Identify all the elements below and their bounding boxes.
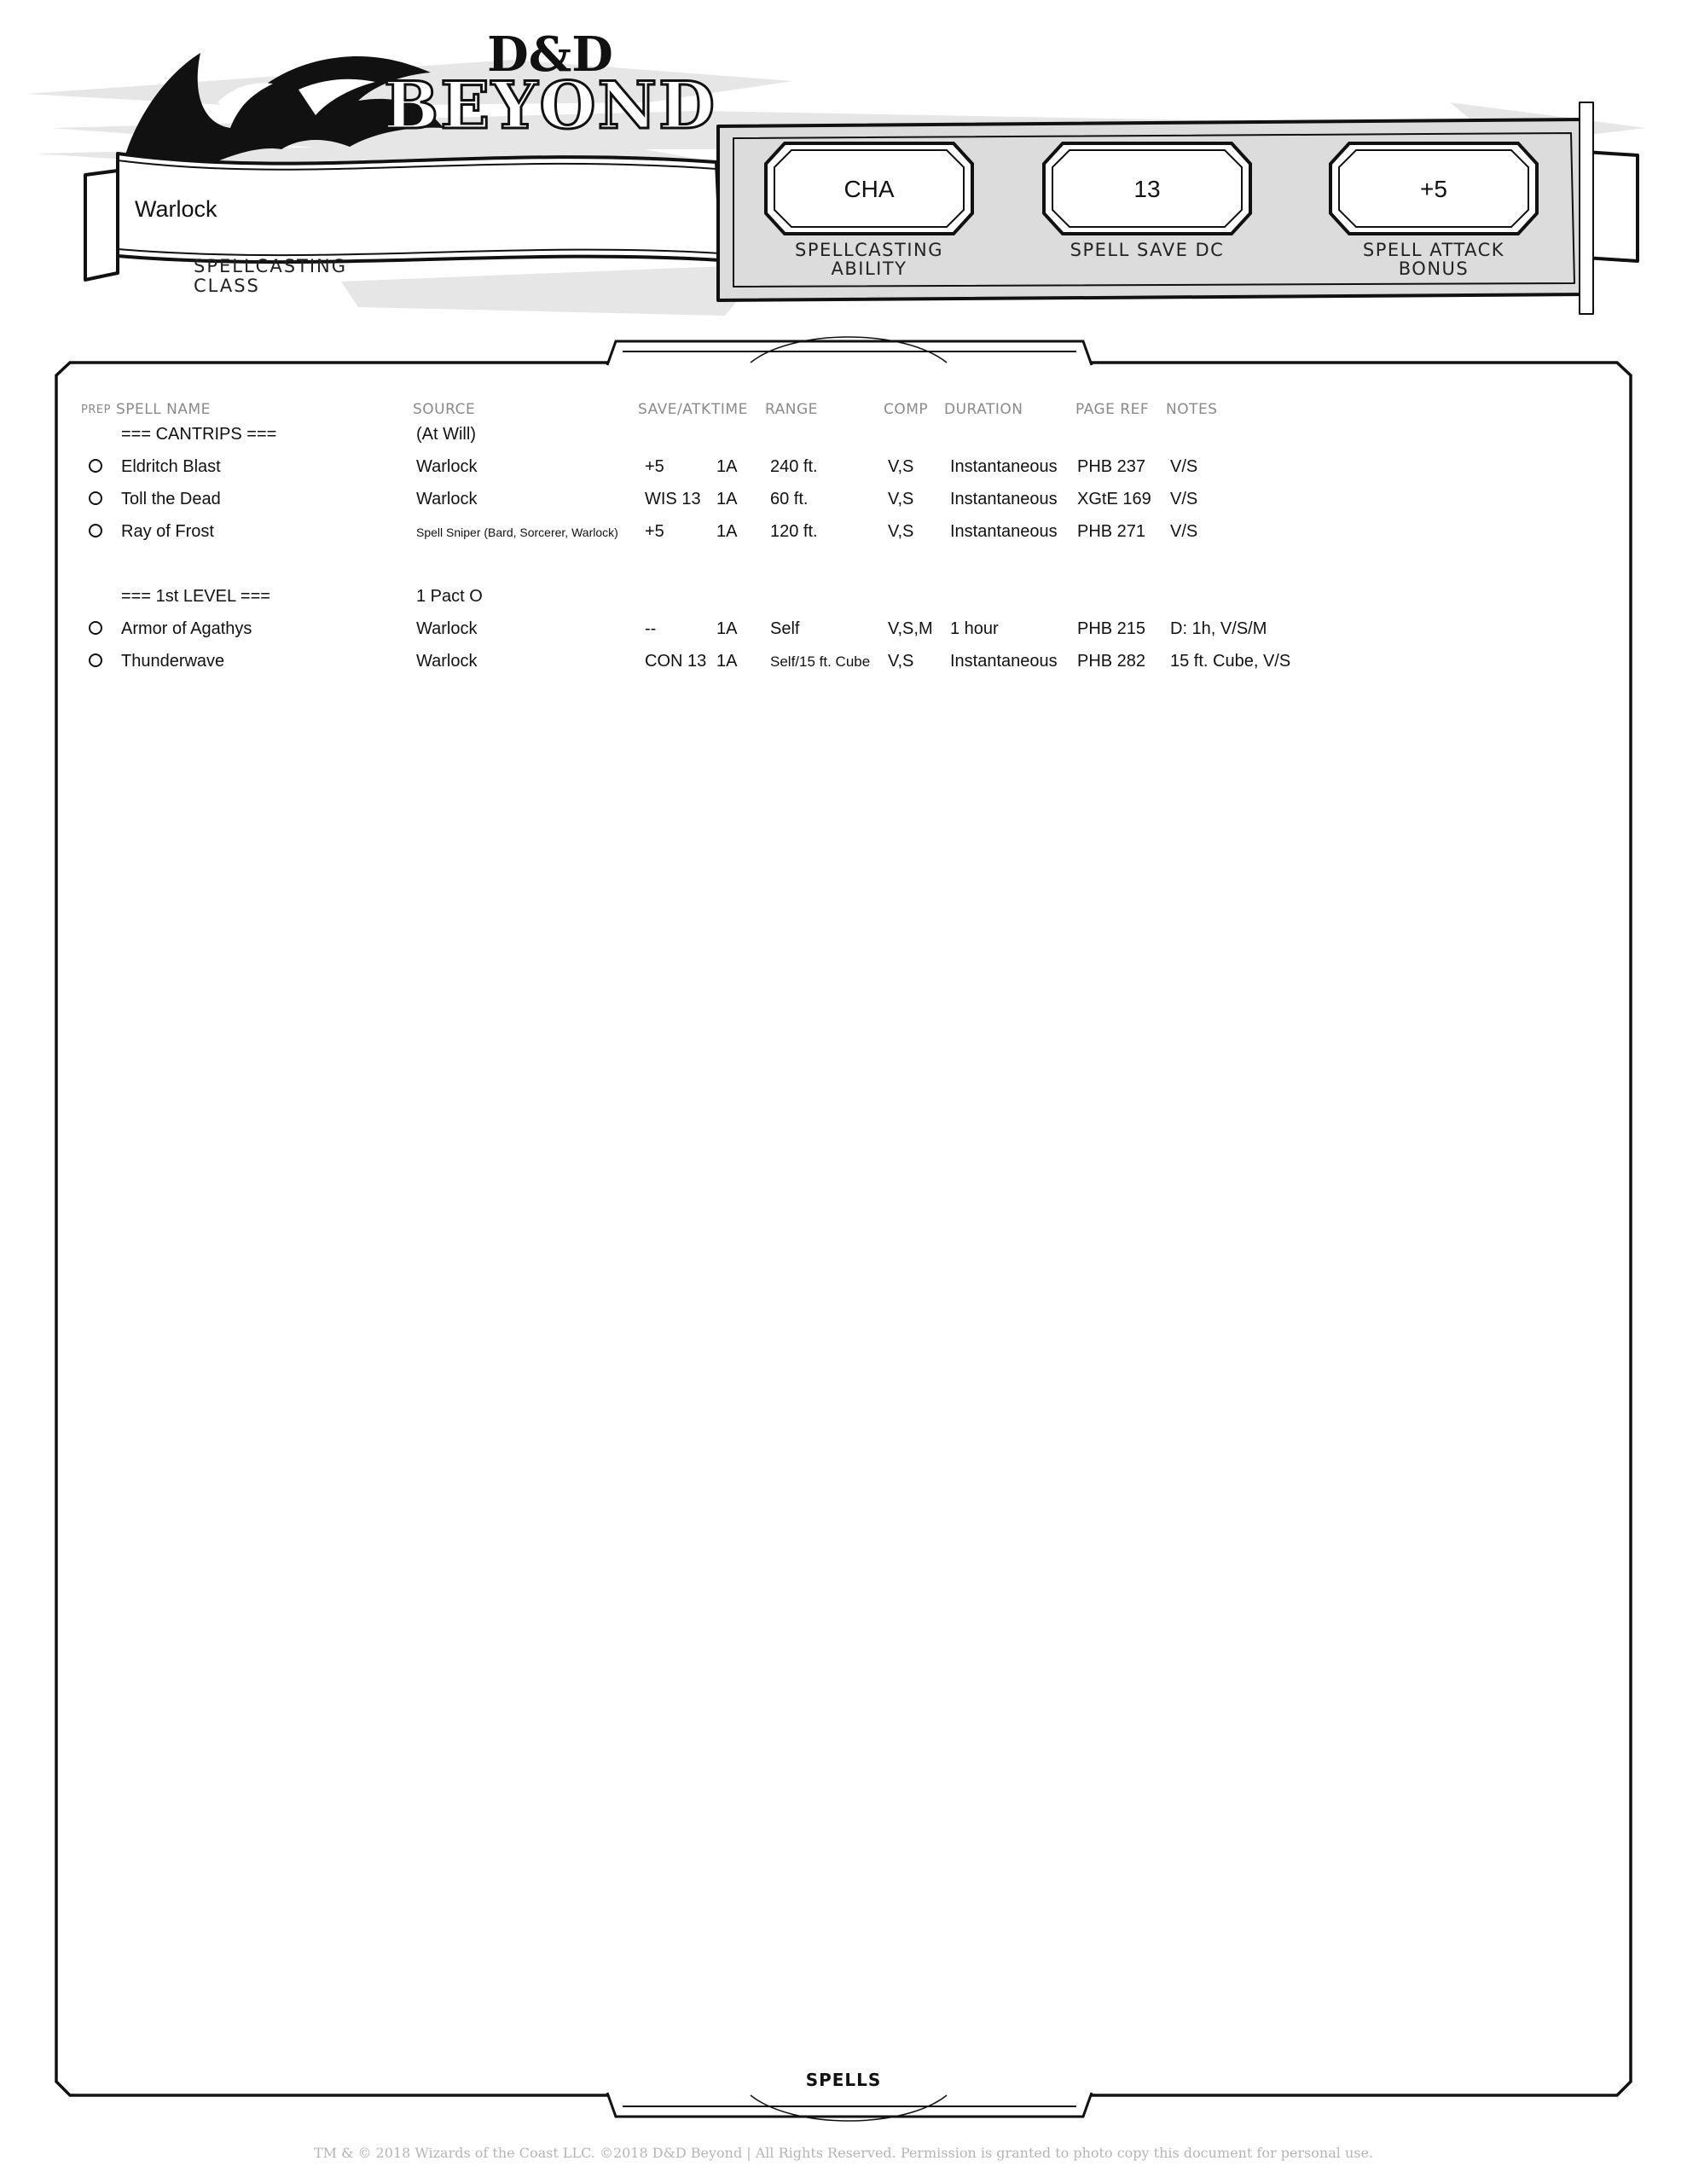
- spell-save-dc-label: [1019, 241, 1275, 259]
- logo-brand-top-art: D&D: [487, 26, 613, 83]
- spell-source: Spell Sniper (Bard, Sorcerer, Warlock): [416, 526, 618, 539]
- spell-attack-bonus-label: [1306, 241, 1562, 278]
- spell-range: Self/15 ft. Cube: [770, 653, 871, 670]
- spell-row: [0, 490, 1687, 512]
- prep-checkbox[interactable]: [89, 524, 102, 537]
- column-header-duration: DURATION: [944, 401, 1023, 418]
- spell-source: Warlock: [416, 490, 478, 508]
- prep-checkbox[interactable]: [89, 653, 102, 667]
- spell-row: [0, 619, 1687, 642]
- spell-comp: V,S,M: [888, 619, 933, 638]
- spellcasting-ability-label-line1: SPELLCASTING: [794, 240, 944, 260]
- copyright-footer: TM & © 2018 Wizards of the Coast LLC. ©2018 D&D Beyond | All Rights Reserved. Permission is granted to photo copy this document for personal use.: [313, 2145, 1374, 2161]
- spell-page-ref: XGtE 169: [1077, 490, 1151, 508]
- spell-save-atk: --: [645, 619, 657, 638]
- section-title-cantrips: === CANTRIPS ===: [121, 425, 277, 444]
- spell-time: 1A: [716, 522, 738, 541]
- spell-save-atk: +5: [645, 457, 664, 476]
- section-slots-1st-level: 1 Pact O: [416, 587, 483, 606]
- spell-name: Toll the Dead: [121, 490, 221, 508]
- column-header-time: TIME: [711, 401, 748, 418]
- spell-notes: V/S: [1170, 522, 1198, 541]
- prep-checkbox[interactable]: [89, 491, 102, 505]
- spellcasting-class-label: [194, 257, 347, 296]
- spellcasting-ability-label: [741, 241, 997, 278]
- column-header-save-atk: SAVE/ATK: [638, 401, 711, 418]
- spell-source: Warlock: [416, 457, 478, 476]
- column-header-range: RANGE: [765, 401, 818, 418]
- spell-range: Self: [770, 619, 800, 638]
- prep-checkbox[interactable]: [89, 621, 102, 635]
- spell-notes: D: 1h, V/S/M: [1170, 619, 1267, 638]
- section-title-1st-level: === 1st LEVEL ===: [121, 587, 270, 606]
- spell-notes: 15 ft. Cube, V/S: [1170, 652, 1291, 671]
- spell-attack-bonus-label-line1: SPELL ATTACK: [1362, 240, 1505, 260]
- spell-name: Armor of Agathys: [121, 619, 252, 638]
- column-header-source: SOURCE: [413, 401, 476, 418]
- spell-duration: Instantaneous: [950, 490, 1058, 508]
- section-slots-cantrips: (At Will): [416, 425, 476, 444]
- spell-range: 120 ft.: [770, 522, 818, 541]
- spell-range: 60 ft.: [770, 490, 809, 508]
- spellcasting-ability-label-line2: ABILITY: [831, 258, 907, 279]
- spellcasting-class-value[interactable]: Warlock: [135, 196, 217, 222]
- column-header-notes: NOTES: [1166, 401, 1218, 418]
- spell-attack-bonus-label-line2: BONUS: [1398, 258, 1470, 279]
- spell-page-ref: PHB 271: [1077, 522, 1146, 541]
- column-header-page-ref: PAGE REF: [1075, 401, 1150, 418]
- spell-duration: Instantaneous: [950, 457, 1058, 476]
- spellcasting-ability-value[interactable]: CHA: [844, 176, 895, 202]
- spell-save-dc-label-line1: SPELL SAVE DC: [1070, 240, 1225, 260]
- column-header-comp: COMP: [884, 401, 929, 418]
- spellcasting-class-label-line1: SPELLCASTING: [194, 256, 348, 276]
- spell-name: Eldritch Blast: [121, 457, 221, 476]
- spell-page-ref: PHB 237: [1077, 457, 1146, 476]
- sheet-title: SPELLS: [805, 2070, 882, 2090]
- spell-time: 1A: [716, 490, 738, 508]
- spell-page-ref: PHB 282: [1077, 652, 1146, 671]
- spell-source: Warlock: [416, 652, 478, 671]
- spell-notes: V/S: [1170, 490, 1198, 508]
- spell-row: [0, 652, 1687, 674]
- spell-comp: V,S: [888, 522, 914, 541]
- spell-comp: V,S: [888, 457, 914, 476]
- column-header-prep: PREP: [81, 404, 111, 416]
- content-frame: [56, 337, 1631, 2121]
- spell-duration: Instantaneous: [950, 522, 1058, 541]
- spell-row: [0, 522, 1687, 544]
- spell-name: Ray of Frost: [121, 522, 214, 541]
- column-header-spell-name: SPELL NAME: [116, 401, 211, 418]
- logo-brand-bottom-art: BEYOND: [384, 67, 716, 143]
- spell-time: 1A: [716, 457, 738, 476]
- spell-time: 1A: [716, 652, 738, 671]
- spell-attack-bonus-value[interactable]: +5: [1420, 176, 1447, 202]
- spell-time: 1A: [716, 619, 738, 638]
- spell-save-atk: +5: [645, 522, 664, 541]
- spell-row: [0, 457, 1687, 479]
- prep-checkbox[interactable]: [89, 459, 102, 473]
- spellcasting-class-label-line2: CLASS: [194, 276, 260, 296]
- spell-save-atk: WIS 13: [645, 490, 701, 508]
- spell-source: Warlock: [416, 619, 478, 638]
- spell-notes: V/S: [1170, 457, 1198, 476]
- spell-duration: Instantaneous: [950, 652, 1058, 671]
- spell-save-dc-value[interactable]: 13: [1133, 176, 1161, 202]
- spell-save-atk: CON 13: [645, 652, 707, 671]
- spell-comp: V,S: [888, 652, 914, 671]
- spell-comp: V,S: [888, 490, 914, 508]
- spell-page-ref: PHB 215: [1077, 619, 1146, 638]
- spell-range: 240 ft.: [770, 457, 818, 476]
- spell-duration: 1 hour: [950, 619, 999, 638]
- spell-name: Thunderwave: [121, 652, 225, 671]
